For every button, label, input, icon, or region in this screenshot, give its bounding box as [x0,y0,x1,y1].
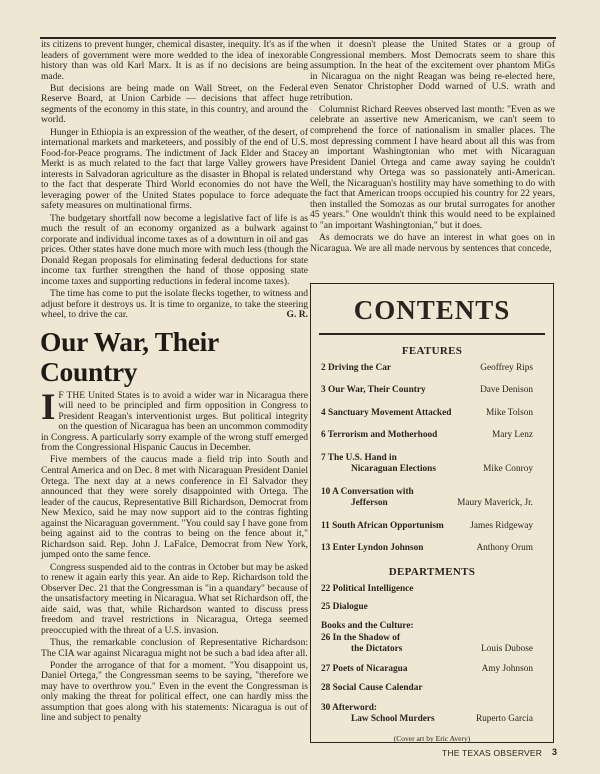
entry-title-line: 7 The U.S. Hand in [321,452,397,463]
entry-author: Louis Dubose [481,644,533,654]
contents-entry [311,683,553,695]
paragraph: Hunger in Ethiopia is an expression of the weather, of the desert, of international markets and marketeers, and possibly of the end of U.S. Food-for-Peace programs. The indictment of Jack Elder and Stacey Merkt is as much related to the fact that large Valley growers have interests in Salvadoran agriculture as the disaster in Bhopal is related to the fact that desperate Third World economies do not have the leveraging power of the United States populace to force adequate safety measures on multinational firms. [41,126,308,212]
entry-author: Amy Johnson [481,663,533,674]
entry-title-line: Nicaraguan Elections [351,464,436,474]
entry-title [321,363,391,375]
entry-title-line: 30 Afterword: [321,702,378,713]
entry-author: Mike Conroy [483,464,533,474]
entry-author: Maury Maverick, Jr. [457,498,533,508]
entry-title-line: Jefferson [351,498,388,508]
editorial-signature: G. R. [286,309,308,321]
entry-title [321,664,408,676]
entry-title [321,683,423,695]
contents-entry [311,385,553,397]
paragraph: Columnist Richard Reeves observed last month: "Even as we celebrate an assertive new Americanism, we can't seem to comprehend the force of nationalism in smaller places. The most depressing comment I have heard about all this was from an important Washingtonian who met with Nicaraguan President Daniel Ortega and came away saying he couldn't understand why Ortega was so passionately anti-American. Well, the Nicaraguan's hostility may have something to do with the fact that American troops occupied his country for 22 years, then installed the Somozas as our brutal surrogates for another 45 years." One wouldn't think this would need to be explained to "an important Washingtonian," but it does. [310,103,555,231]
paragraph-text: The time has come to put the isolate flecks together, to witness and adjust before it destroys us. It is time to organize, to take the steering wheel, to drive the car. [41,287,308,321]
paragraph [41,386,308,454]
entry-title-line: 6 Terrorism and Motherhood [321,430,438,440]
entry-author: James Ridgeway [470,520,533,531]
entry-title [321,408,451,420]
entry-title-line: Law School Murders [351,714,435,724]
entry-title-line: 26 In the Shadow of [321,632,401,643]
entry-title [321,430,437,442]
contents-entry [311,453,553,476]
paragraph: when it doesn't please the United States or a group of Congressional members. Most Democrats seem to share this assumption. In the heat of the excitement over phantom MiGs in Nicaragua on the night Reagan was being re-elected here, even Senator Christopher Dodd warned of U.S. wrath and retribution. [310,39,555,103]
contents-entry [311,430,553,442]
contents-entry [311,363,553,375]
entry-author: Mike Tolson [486,407,533,418]
entry-title [321,703,435,726]
entry-author: Ruperto Garcia [475,714,533,724]
entry-title [321,633,402,656]
entry-author: Anthony Orum [476,543,533,553]
contents-entry [311,543,553,555]
contents-entry [311,703,553,726]
entry-title [321,602,368,614]
paragraph: But decisions are being made on Wall Street, on the Federal Reserve Board, at Union Carbide — decisions that affect huge segments of the economy in this state, in this country, and around the world. [41,82,308,126]
paragraph: The budgetary shortfall now become a legislative fact of life is as much the result of an economy organized as a bulwark against corporate and individual income taxes as of a downturn in oil and gas prices. Other states have done much more with much less (though the Donald Regan proposals for eliminating federal deductions for state income tax further strengthen the hand of those opposing state income taxes and supporting reductions in federal income taxes). [41,212,308,287]
entry-author: Dave Denison [480,385,533,395]
departments-list [311,584,553,614]
entry-title-line: 4 Sanctuary Movement Attacked [321,407,452,418]
contents-entry [311,664,553,676]
publication-name: THE TEXAS OBSERVER [442,748,543,758]
page-number: 3 [552,747,558,757]
cover-credit: (Cover art by Eric Avery) [393,733,471,743]
entry-title-line: 22 Political Intelligence [321,583,414,594]
contents-entry [311,633,553,656]
entry-title [321,521,444,533]
paragraph: Ponder the arrogance of that for a moment. "You disappoint us, Daniel Ortega," the Congressman seems to be saying, "therefore we may have to overthrow you." Even in the event the Congressman is only making the threat for political effect, one can hardly miss the assumption that goes along with his statements: Nicaragua is out of line and subject to penalty [41,659,308,724]
entry-author: Mary Lenz [491,430,533,440]
paragraph [41,289,308,321]
entry-title [321,487,414,510]
entry-title-line: 27 Poets of Nicaragua [321,663,408,674]
departments-heading: DEPARTMENTS [388,565,476,578]
entry-title-line: 3 Our War, Their Country [321,385,426,395]
entry-title [321,584,413,596]
contents-title: CONTENTS [353,295,511,325]
contents-entry [311,602,553,614]
contents-entry [311,487,553,510]
drop-cap: I [41,386,56,428]
contents-entry [311,584,553,596]
books-heading: Books and the Culture: [321,620,414,631]
contents-rule [319,333,545,335]
entry-author: Geoffrey Rips [480,362,533,373]
entry-title-line: 28 Social Cause Calendar [321,683,423,693]
entry-title [321,543,423,555]
entry-title-line: 13 Enter Lyndon Johnson [321,543,424,553]
entry-title [321,385,426,397]
paragraph: its citizens to prevent hunger, chemical disaster, inequity. It's as if the leaders of government were more wedded to the idea of inexorable history than was old Karl Marx. It is as if no decisions are being made. [41,39,308,82]
paragraph-text: F THE United States is to avoid a wider war in Nicaragua there will need to be principled and firm opposition in Congress to President Reagan's interventionist urges. But political integrity on the question of Nicaragua has been an uncommon commodity in Congress. A particularly sorry example of the wrong stuff emerged from the Congressional Hispanic Caucus in December. [41,389,308,454]
entry-title [321,453,436,476]
paragraph: Thus, the remarkable conclusion of Representative Richardson: The CIA war against Nicaragua might not be such a bad idea after all. [41,636,308,659]
entry-title-line: the Dictators [351,644,403,654]
article-headline: Our War, Their Country [40,325,219,387]
features-heading: FEATURES [401,344,463,357]
left-column [41,40,308,726]
paragraph: Congress suspended aid to the contras in October but may be asked to renew it again early this year. An aide to Rep. Richardson told the Observer Dec. 21 that the Congressman is "in a quandary" because of the unsatisfactory meeting in Nicaragua. What set Richardson off, the aide said, was that, while Richardson wanted to discuss press freedom and travel restrictions in Nicaragua, Ortega seemed preoccupied with the threat of a U.S. invasion. [41,561,308,636]
paragraph: Five members of the caucus made a field trip into South and Central America and on Dec. 8 met with Nicaraguan President Daniel Ortega. The next day at a news conference in El Salvador they announced that they were sorely disappointed with Ortega. The leader of the caucus, Representative Bill Richardson, Democrat from New Mexico, said he may now support aid to the contras fighting against the Nicaraguan government. "You could say I have gone from being against aid to the contras to being on the fence about it," Richardson said. Rep. John J. LaFalce, Democrat from New York, jumped onto the same fence. [41,454,308,561]
entry-title-line: 2 Driving the Car [321,362,391,373]
contents-entry [311,521,553,533]
contents-box [310,283,554,743]
books-list [311,633,553,726]
entry-title-line: 10 A Conversation with [321,486,414,497]
right-column [310,40,555,256]
paragraph: As democrats we do have an interest in what goes on in Nicaragua. We are all made nervous by sentences that concede, [310,232,555,254]
features-list [311,363,553,555]
contents-entry [311,408,553,420]
entry-title-line: 25 Dialogue [321,602,368,612]
entry-title-line: 11 South African Opportunism [321,520,444,531]
